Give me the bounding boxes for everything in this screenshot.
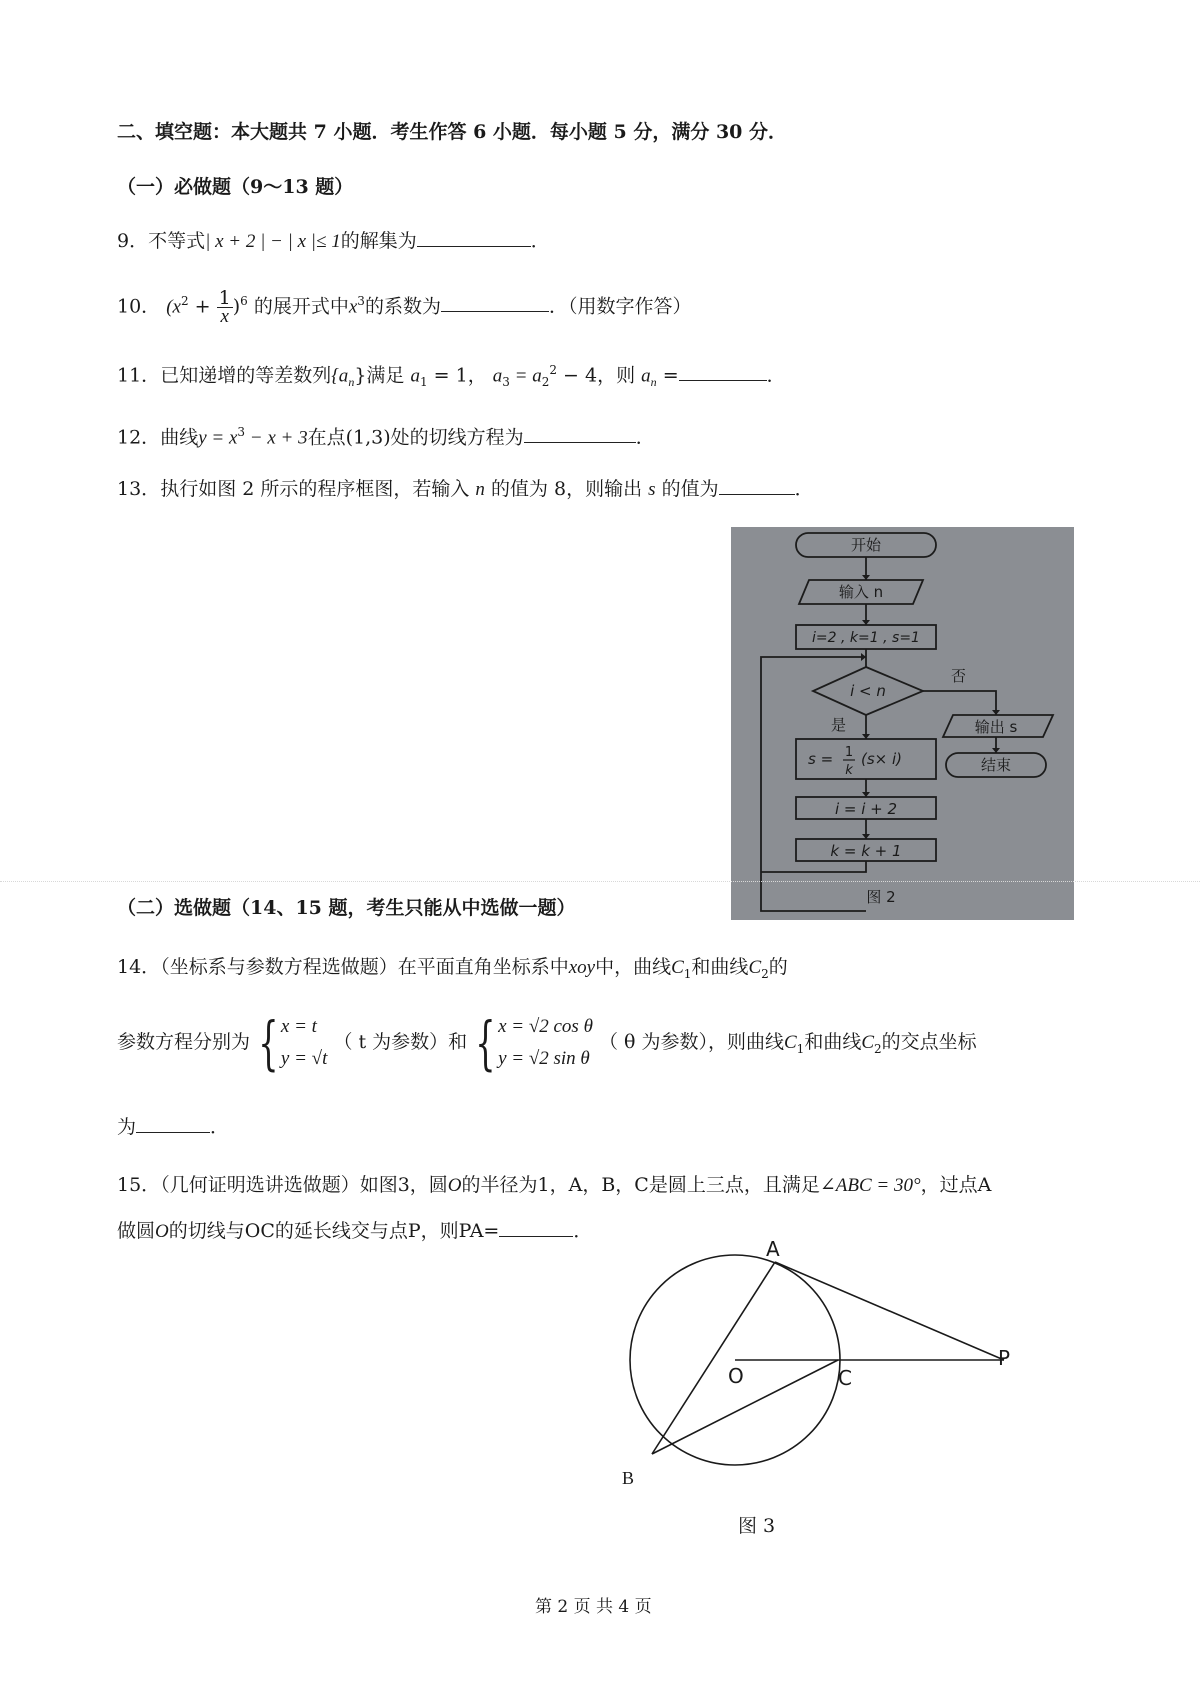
- label-o: O: [728, 1364, 744, 1388]
- label-a: A: [766, 1237, 780, 1261]
- flow-output-label: 输出 s: [974, 718, 1018, 736]
- flow-yes-label: 是: [831, 716, 847, 734]
- question-11: 11．已知递增的等差数列$\{a_n\}$满足 $a_1 = 1$， $a_3 = a_2^2 - 4$，则 $a_n$ = ．: [117, 363, 786, 390]
- label-p: P: [998, 1346, 1011, 1370]
- question-9: 9．不等式| x + 2 | − | x |≤ 1的解集为 ．: [117, 230, 550, 252]
- flow-caption: 图 2: [866, 888, 896, 906]
- question-14-line1: 14．（坐标系与参数方程选做题）在平面直角坐标系中xoy中，曲线$C_1$和曲线$C_2$的: [117, 956, 788, 981]
- answer-blank: [441, 295, 549, 312]
- part1-title: （一）必做题（9～13 题）: [117, 176, 354, 198]
- param-system-2: x = √2 cos θ y = √2 sin θ: [498, 1016, 593, 1069]
- flow-init-label: i=2 , k=1 , s=1: [812, 630, 920, 646]
- flow-no-label: 否: [951, 667, 967, 685]
- label-c: C: [838, 1366, 852, 1390]
- figure3-caption: 图 3: [738, 1515, 776, 1537]
- flow-update-i-label: i = i + 2: [834, 800, 898, 818]
- flow-cond-label: i < n: [850, 682, 886, 700]
- answer-blank: [679, 364, 767, 381]
- section-title: 二、填空题：本大题共 7 小题．考生作答 6 小题．每小题 5 分，满分 30 分．: [117, 121, 788, 143]
- flow-input-label: 输入 n: [838, 583, 884, 601]
- answer-blank: [499, 1220, 573, 1237]
- question-13: 13．执行如图 2 所示的程序框图，若输入 n 的值为 8，则输出 s 的值为 ．: [117, 478, 814, 500]
- flow-update-s-left: s =: [808, 750, 834, 768]
- flowchart-figure: [731, 527, 1074, 920]
- figure-3: [600, 1230, 1040, 1530]
- segment-ab: [652, 1262, 775, 1454]
- flow-end-label: 结束: [980, 756, 1012, 774]
- question-15-line1: 15．（几何证明选讲选做题）如图3，圆O的半径为1，A，B，C是圆上三点，且满足∠ABC = 30°，过点A: [117, 1174, 992, 1196]
- param-system-1: x = t y = √t: [280, 1016, 328, 1069]
- fraction: $\frac{1}{x}$: [218, 286, 231, 327]
- page-footer: 第 2 页 共 4 页: [535, 1597, 652, 1617]
- answer-blank: [719, 478, 795, 495]
- label-b: B: [622, 1468, 635, 1488]
- segment-bc: [652, 1360, 838, 1454]
- flow-update-k-label: k = k + 1: [830, 842, 902, 860]
- tangent-ap: [775, 1262, 1004, 1360]
- answer-blank: [417, 230, 531, 247]
- flow-update-s-right: (s× i): [861, 750, 903, 768]
- question-14-line2: 参数方程分别为 { x = t y = √t （ t 为参数）和 { x = √2 cos θ y = √2 sin θ （ θ 为参数），则曲线$C_1$和曲线$C_2$的交点坐标: [117, 1009, 977, 1077]
- divider: [0, 881, 1200, 882]
- flow-start-label: 开始: [850, 536, 882, 554]
- question-10: 10． ($x^2$ + $\frac{1}{x}$ )$^6$ 的展开式中$x^3$的系数为 ．（用数字作答）: [117, 286, 692, 327]
- question-15-line2: 做圆O的切线与OC的延长线交与点P，则PA= ．: [117, 1220, 593, 1242]
- question-14-line3: 为 ．: [117, 1116, 230, 1138]
- question-12: 12．曲线$y = x^3 - x + 3$在点(1,3)处的切线方程为 ．: [117, 425, 655, 449]
- answer-blank: [524, 426, 636, 443]
- part2-title: （二）选做题（14、15 题，考生只能从中选做一题）: [117, 897, 576, 919]
- flow-update-s-den: k: [845, 763, 853, 778]
- flow-update-s-num: 1: [844, 745, 854, 760]
- answer-blank: [136, 1116, 210, 1133]
